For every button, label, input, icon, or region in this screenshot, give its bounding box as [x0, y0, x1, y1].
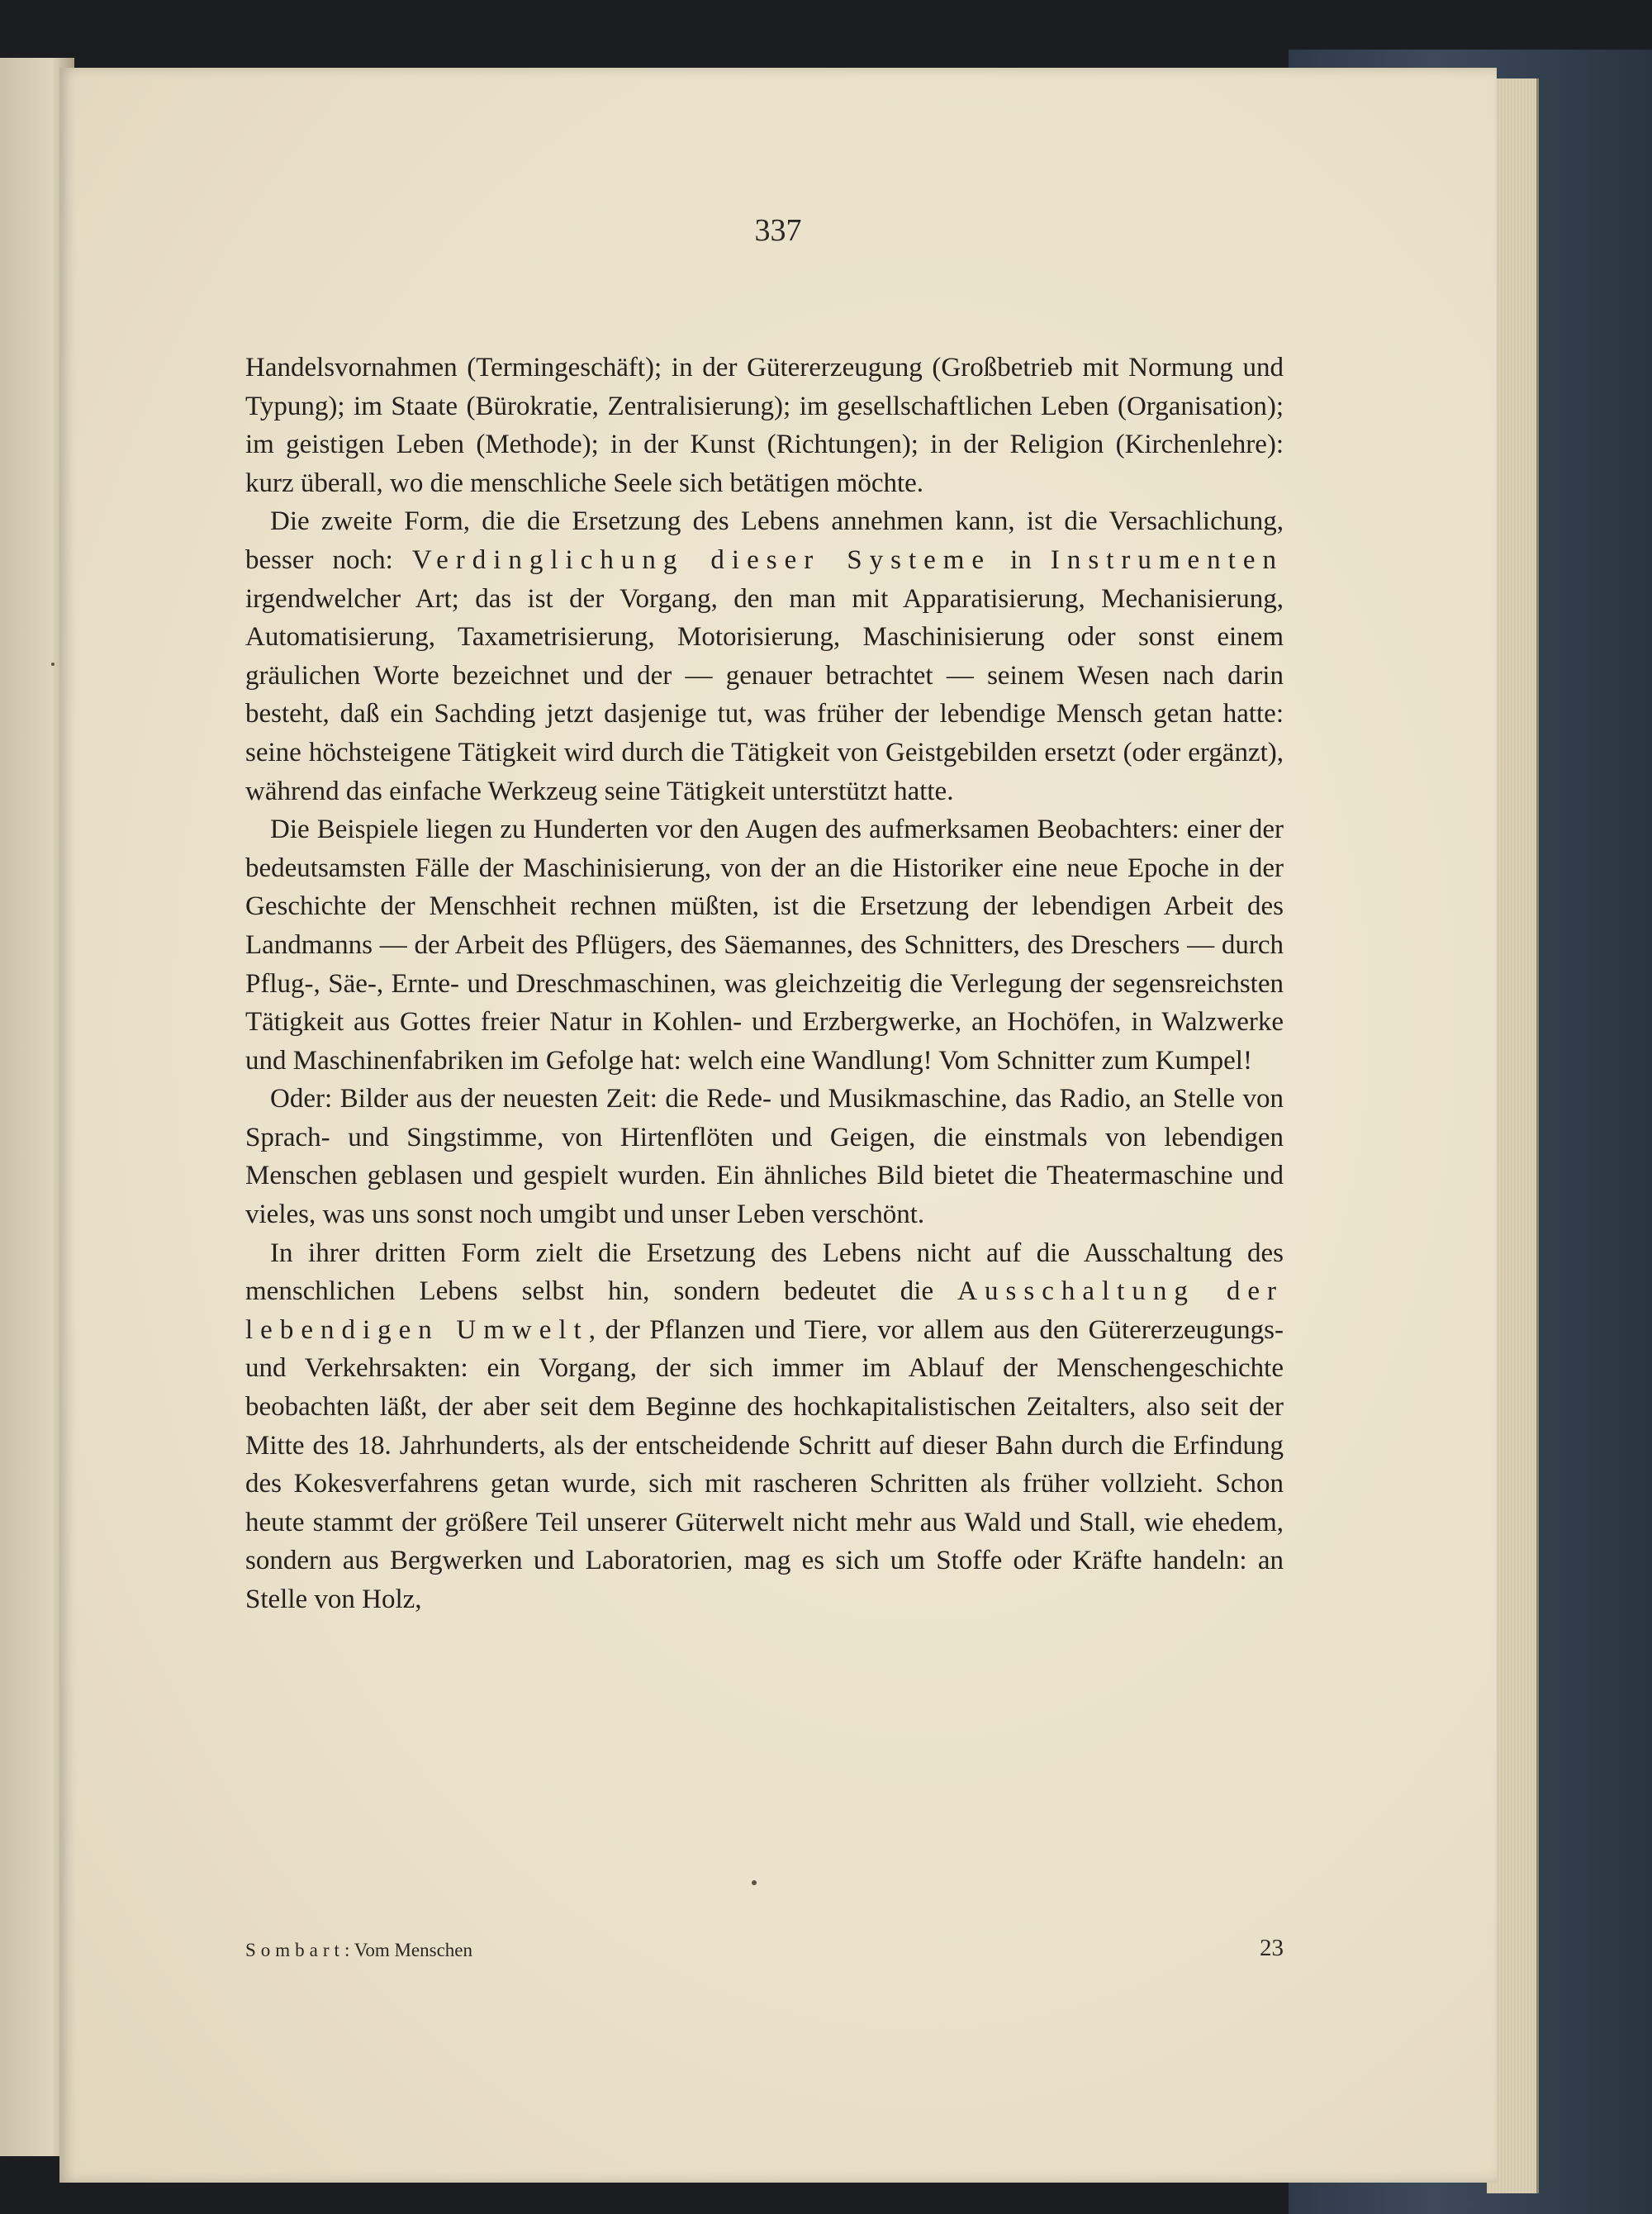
book-page: [59, 68, 1497, 2183]
text-run: Handelsvornahmen (Termingeschäft); in der Gütererzeugung (Großbetrieb mit Normung und Typung); im Staate (Bürokratie, Zentralisierung); im gesellschaftlichen Leben (Organisation); im geistigen Leben (Methode); in der Kunst (Richtungen); in der Religion (Kirchenlehre): kurz überall, wo die menschliche Seele sich betätigen möchte.: [245, 353, 1284, 498]
page-number: 337: [754, 213, 802, 248]
text-run: , der Pflanzen und Tiere, vor allem aus den Gütererzeugungs- und Verkehrsakten: ein Vorgang, der sich immer im Ablauf der Menschengeschichte beobachten läßt, der aber seit dem Beginne des hochkapitalistischen Zeitalters, also seit der Mitte des 18. Jahrhunderts, als der entscheidende Schritt auf dieser Bahn durch die Erfindung des Kokesverfahrens getan wurde, sich mit rascheren Schritten als früher vollzieht. Schon heute stammt der größere Teil unserer Güterwelt nicht mehr aus Wald und Stall, wie ehedem, sondern aus Bergwerken und Laboratorien, mag es sich um Stoffe oder Kräfte handeln: an Stelle von Holz,: [245, 1314, 1284, 1614]
text-run: In ihrer dritten Form zielt die Ersetzung des Lebens nicht auf die Ausschaltung des menschlichen Lebens selbst hin, sondern bedeutet die: [245, 1238, 1284, 1307]
paragraph: [245, 1234, 1284, 1619]
emphasized-text: Verdinglichung dieser Systeme: [411, 544, 992, 575]
signature-mark: 23: [1260, 1935, 1284, 1961]
paragraph: [245, 1080, 1284, 1233]
emphasized-text: Ausschaltung der lebendigen Umwelt: [245, 1276, 1284, 1345]
paragraph: [245, 810, 1284, 1080]
footer-book-title: Vom Menschen: [354, 1940, 472, 1960]
paper-speck: [752, 1880, 757, 1885]
text-run: Die Beispiele liegen zu Hunderten vor den Augen des aufmerksamen Beobachters: einer der bedeutsamsten Fälle der Maschinisierung, von der an die Historiker eine neue Epoche in der Geschichte der Menschheit rechnen müßten, ist die Ersetzung der lebendigen Arbeit des Landmanns — der Arbeit des Pflügers, des Säemannes, des Schnitters, des Dreschers — durch Pflug-, Säe-, Ernte- und Dreschmaschinen, was gleichzeitig die Verlegung der segensreichsten Tätigkeit aus Gottes freier Natur in Kohlen- und Erzbergwerke, an Hochöfen, in Walzwerke und Maschinenfabriken im Gefolge hat: welch eine Wandlung! Vom Schnitter zum Kumpel!: [245, 815, 1284, 1076]
paper-speck: [51, 663, 55, 666]
page-footer: [245, 1935, 1284, 1968]
paragraph: [245, 502, 1284, 810]
emphasized-text: Instrumenten: [1050, 544, 1284, 575]
text-run: Die zweite Form, die die Ersetzung des Lebens annehmen kann, ist die Versachlichung, besser noch:: [245, 506, 1284, 575]
page-text: [245, 349, 1284, 1619]
text-run: irgendwelcher Art; das ist der Vorgang, den man mit Apparatisierung, Mechanisierung, Automatisierung, Taxametrisierung, Motorisierung, Maschinisierung oder sonst einem gräulichen Worte bezeichnet und der — genauer betrachtet — seinem Wesen nach darin besteht, daß ein Sachding jetzt dasjenige tut, was früher der lebendige Mensch getan hatte: seine höchsteigene Tätigkeit wird durch die Tätigkeit von Geistgebilden ersetzt (oder ergänzt), während das einfache Werkzeug seine Tätigkeit unterstützt hatte.: [245, 583, 1284, 806]
footer-author: Sombart: [245, 1940, 344, 1960]
footer-separator: :: [344, 1940, 350, 1960]
text-run: Oder: Bilder aus der neuesten Zeit: die Rede- und Musikmaschine, das Radio, an Stelle von Sprach- und Singstimme, von Hirtenflöten und Geigen, die einstmals von lebendigen Menschen geblasen und gespielt wurden. Ein ähnliches Bild bietet die Theatermaschine und vieles, was uns sonst noch umgibt und unser Leben verschönt.: [245, 1084, 1284, 1230]
paragraph: [245, 349, 1284, 502]
footer-title: [245, 1940, 472, 1961]
text-run: in: [991, 544, 1051, 575]
